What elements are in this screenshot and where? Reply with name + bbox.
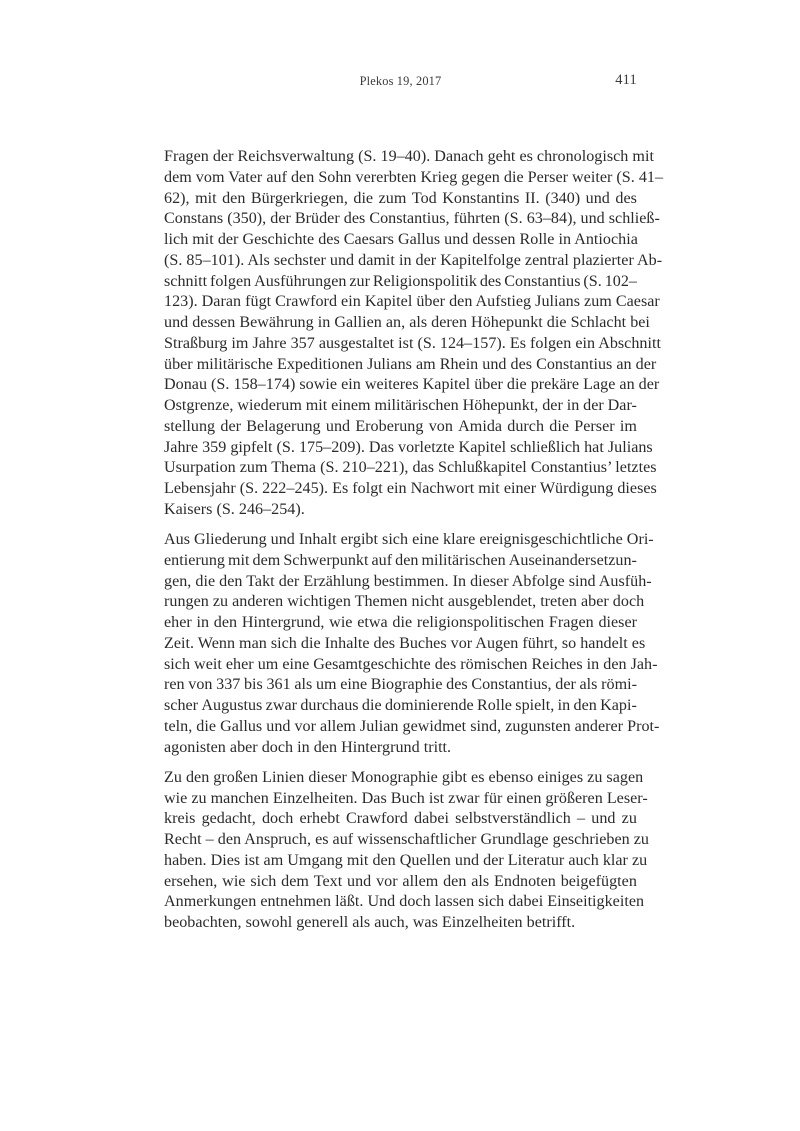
text-line: Straßburg im Jahre 357 ausgestaltet ist (S. 124–157). Es folgen ein Abschnitt (164, 334, 661, 352)
running-head-journal-issue: Plekos 19, 2017 (359, 74, 442, 88)
text-line: ren von 337 bis 361 als um eine Biographie des Constantius, der als römi- (164, 676, 637, 694)
text-line: ersehen, wie sich dem Text und vor allem den als Endnoten beigefügten (164, 872, 637, 890)
paragraph (164, 147, 664, 521)
text-line: Ostgrenze, wiederum mit einem militärischen Höhepunkt, der in der Dar- (164, 397, 637, 414)
text-line: Constans (350), der Brüder des Constantius, führten (S. 63–84), und schließ- (164, 210, 660, 228)
text-line: Donau (S. 158–174) sowie ein weiteres Kapitel über die prekäre Lage an der (164, 376, 660, 394)
body-text-block (164, 147, 664, 934)
text-line: (S. 85–101). Als sechster und damit in der Kapitelfolge zentral plazierter Ab- (164, 251, 663, 269)
text-line: kreis gedacht, doch erhebt Crawford dabei selbstverständlich – und zu (164, 810, 637, 828)
running-head (164, 72, 637, 90)
text-line: sich weit eher um eine Gesamtgeschichte des römischen Reiches in den Jah- (164, 655, 658, 673)
text-line: Fragen der Reichsverwaltung (S. 19–40). Danach geht es chronologisch mit (164, 148, 654, 165)
text-line: Usurpation zum Thema (S. 210–221), das Schlußkapitel Constantius’ letztes (164, 459, 657, 477)
text-line: Jahre 359 gipfelt (S. 175–209). Das vorletzte Kapitel schließlich hat Julians (164, 438, 653, 456)
text-line: eher in den Hintergrund, wie etwa die religionspolitischen Fragen dieser (164, 614, 637, 631)
text-line: Kaisers (S. 246–254). (164, 500, 305, 518)
text-line: Anmerkungen entnehmen läßt. Und doch lassen sich dabei Einseitigkeiten (164, 893, 645, 911)
text-line: stellung der Belagerung und Eroberung von Amida durch die Perser im (164, 417, 637, 435)
text-line: und dessen Bewährung in Gallien an, als deren Höhepunkt die Schlacht bei (164, 314, 650, 331)
text-line: agonisten aber doch in den Hintergrund tritt. (164, 738, 452, 756)
text-line: teln, die Gallus und vor allem Julian gewidmet sind, zugunsten anderer Prot- (164, 717, 660, 735)
text-line: Recht – den Anspruch, es auf wissenschaftlicher Grundlage geschrieben zu (164, 831, 649, 848)
text-line: schnitt folgen Ausführungen zur Religionspolitik des Constantius (S. 102– (164, 272, 637, 290)
text-line: beobachten, sowohl generell als auch, was Einzelheiten betrifft. (164, 914, 576, 931)
text-line: Aus Gliederung und Inhalt ergibt sich eine klare ereignisgeschichtliche Ori- (164, 531, 654, 548)
text-line: Lebensjahr (S. 222–245). Es folgt ein Nachwort mit einer Würdigung dieses (164, 480, 657, 497)
text-line: über militärische Expeditionen Julians am Rhein und des Constantius an der (164, 355, 657, 373)
paragraph (164, 768, 649, 934)
text-line: Zu den großen Linien dieser Monographie gibt es ebenso einiges zu sagen (164, 768, 644, 786)
page-number: 411 (615, 72, 637, 88)
text-line: 62), mit den Bürgerkriegen, die zum Tod Konstantins II. (340) und des (164, 189, 637, 207)
text-line: 123). Daran fügt Crawford ein Kapitel über den Aufstieg Julians zum Caesar (164, 293, 660, 311)
text-line: rungen zu anderen wichtigen Themen nicht ausgeblendet, treten aber doch (164, 593, 645, 611)
text-line: wie zu manchen Einzelheiten. Das Buch ist zwar für einen größeren Leser- (164, 789, 648, 807)
text-line: haben. Dies ist am Umgang mit den Quellen und der Literatur auch klar zu (164, 851, 648, 869)
text-line: lich mit der Geschichte des Caesars Gallus und dessen Rolle in Antiochia (164, 231, 638, 248)
text-line: Zeit. Wenn man sich die Inhalte des Buches vor Augen führt, so handelt es (164, 634, 646, 652)
text-line: gen, die den Takt der Erzählung bestimmen. In dieser Abfolge sind Ausfüh- (164, 572, 652, 590)
text-line: scher Augustus zwar durchaus die dominierende Rolle spielt, in den Kapi- (164, 697, 637, 714)
paragraph (164, 530, 660, 758)
text-line: dem vom Vater auf den Sohn vererbten Krieg gegen die Perser weiter (S. 41– (164, 168, 664, 186)
text-line: entierung mit dem Schwerpunkt auf den militärischen Auseinandersetzun- (164, 551, 637, 569)
